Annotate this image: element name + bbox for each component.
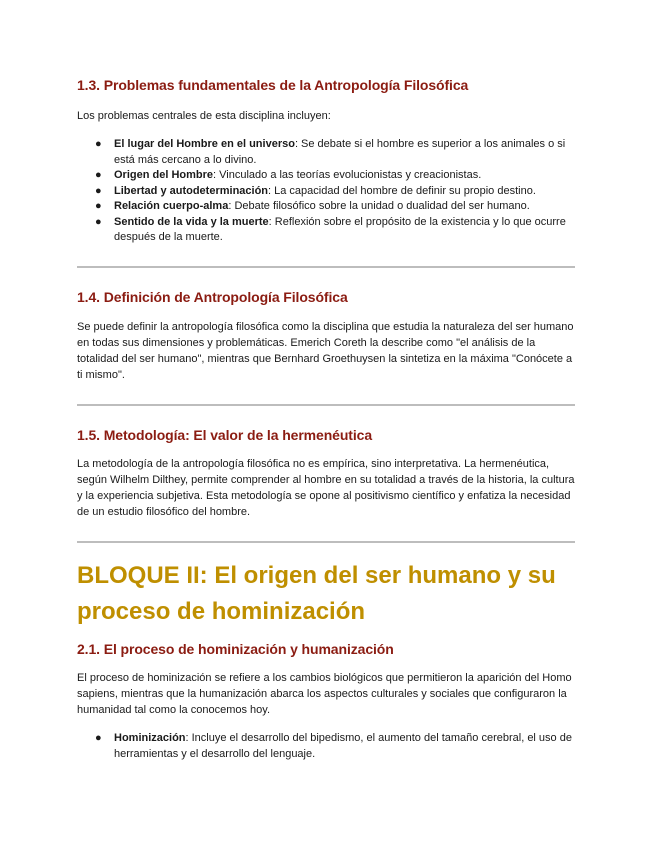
- list-item-term: Origen del Hombre: [114, 169, 214, 181]
- list-item-text: : Se debate si el hombre es superior a los animales o si está más cercano a lo divino.: [114, 138, 566, 166]
- list-item-text: : Incluye el desarrollo del bipedismo, el aumento del tamaño cerebral, el uso de herramientas y el desarrollo del lenguaje.: [114, 732, 572, 760]
- list-item: [77, 731, 577, 762]
- list-item-text: : Reflexión sobre el propósito de la existencia y lo que ocurre después de la muerte.: [114, 215, 566, 243]
- list-item: [77, 137, 577, 168]
- list-item: [77, 215, 577, 246]
- list-item-term: Relación cuerpo-alma: [114, 200, 229, 212]
- list-item: [77, 168, 577, 184]
- block-title: BLOQUE II: El origen del ser humano y su proceso de hominización: [77, 562, 556, 625]
- bullet-icon: ●: [95, 184, 102, 197]
- list-item-text: : Debate filosófico sobre la unidad o dualidad del ser humano.: [228, 200, 530, 212]
- section-body-1-5: La metodología de la antropología filosófica no es empírica, sino interpretativa. La hermenéutica, según Wilhelm Dilthey, permite comprender al hombre en su totalidad a través de la historia, la cultura y la experiencia subjetiva. Esta metodología se opone al positivismo científico y enfatiza la necesidad de un estudio filosófico del hombre.: [77, 458, 575, 518]
- list-item-text: : La capacidad del hombre de definir su propio destino.: [268, 184, 536, 197]
- list-item-term: Sentido de la vida y la muerte: [114, 215, 269, 228]
- list-item-text: : Vinculado a las teorías evolucionistas y creacionistas.: [213, 169, 482, 181]
- divider: [77, 266, 575, 268]
- section-heading-1-4: 1.4. Definición de Antropología Filosófica: [77, 289, 348, 305]
- section-body-1-4: Se puede definir la antropología filosófica como la disciplina que estudia la naturaleza del ser humano en todas sus dimensiones y problemáticas. Emerich Coreth la describe como "el análisis de la totalidad del ser humano", mientras que Bernhard Groethuysen la sintetiza en la máxima "Conócete a ti mismo".: [77, 321, 574, 381]
- list-item-term: Libertad y autodeterminación: [114, 184, 269, 197]
- divider: [77, 541, 575, 543]
- problems-list: [77, 137, 577, 246]
- list-item-term: Hominización: [114, 732, 186, 744]
- section-intro-1-3: Los problemas centrales de esta disciplina incluyen:: [77, 110, 331, 122]
- hominization-list: [77, 731, 577, 762]
- bullet-icon: ●: [95, 215, 102, 228]
- divider: [77, 404, 575, 406]
- bullet-icon: ●: [95, 169, 102, 181]
- bullet-icon: ●: [95, 732, 102, 744]
- section-heading-1-5: 1.5. Metodología: El valor de la hermenéutica: [77, 427, 373, 443]
- bullet-icon: ●: [95, 200, 102, 212]
- bullet-icon: ●: [95, 138, 102, 150]
- section-body-2-1: El proceso de hominización se refiere a los cambios biológicos que permitieron la aparición del Homo sapiens, mientras que la humanización abarca los aspectos culturales y sociales que configuraron la humanidad tal como la conocemos hoy.: [77, 672, 572, 716]
- list-item: [77, 184, 577, 200]
- list-item: [77, 199, 577, 215]
- section-heading-1-3: 1.3. Problemas fundamentales de la Antropología Filosófica: [77, 77, 469, 93]
- section-heading-2-1: 2.1. El proceso de hominización y humanización: [77, 641, 394, 657]
- list-item-term: El lugar del Hombre en el universo: [114, 138, 295, 150]
